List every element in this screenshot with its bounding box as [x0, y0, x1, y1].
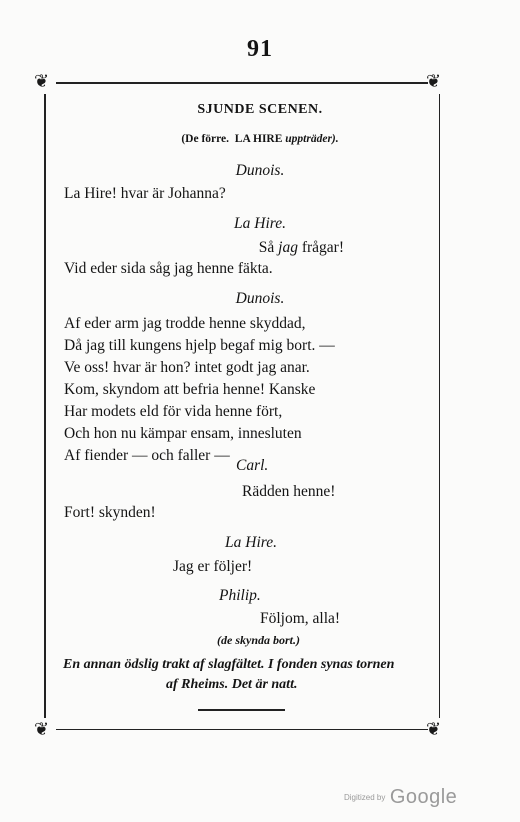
stage-direction: [0, 133, 520, 145]
speaker-name: Carl.: [236, 457, 269, 474]
speaker-name: Dunois.: [235, 290, 285, 307]
stage-direction-open: (De förre.: [181, 133, 230, 145]
verse-line: Då jag till kungens hjelp begaf mig bort. —: [64, 337, 335, 354]
verse-line: Rädden henne!: [242, 483, 336, 500]
speaker-name: Dunois.: [235, 162, 285, 179]
scene-title: SJUNDE SCENEN.: [197, 102, 323, 117]
verse-line: Kom, skyndom att befria henne! Kanske: [64, 381, 316, 398]
scene-description-line: af Rheims. Det är natt.: [166, 677, 298, 692]
verse-line: Och hon nu kämpar ensam, innesluten: [64, 425, 302, 442]
verse-line: Så jag frågar!: [258, 239, 344, 256]
corner-ornament-icon: ❦: [34, 719, 50, 739]
speaker-name: La Hire.: [225, 534, 277, 551]
verse-line: Af fiender — och faller —: [64, 447, 230, 464]
verse-line: Jag er följer!: [173, 558, 253, 575]
verse-line: Har modets eld för vida henne fört,: [64, 403, 283, 420]
verse-line: La Hire! hvar är Johanna?: [64, 185, 226, 202]
scene-description-line: En annan ödslig trakt af slagfältet. I fonden synas tornen: [63, 657, 395, 672]
frame-right-line: [439, 94, 441, 718]
speaker-name: Philip.: [219, 587, 261, 604]
google-logo: Google: [389, 786, 458, 808]
verse-line: Af eder arm jag trodde henne skyddad,: [64, 315, 306, 332]
corner-ornament-icon: ❦: [426, 71, 442, 91]
verse-line: Ve oss! hvar är hon? intet godt jag anar.: [64, 359, 310, 376]
page-number: 91: [247, 36, 273, 62]
section-divider: [198, 709, 285, 711]
stage-direction-exit: (de skynda bort.): [217, 633, 300, 647]
digitized-watermark: Digitized by Google: [344, 786, 458, 808]
stage-direction-action: uppträder).: [285, 133, 339, 145]
speaker-name: La Hire.: [234, 215, 286, 232]
corner-ornament-icon: ❦: [34, 71, 50, 91]
frame-left-line: [44, 94, 46, 718]
frame-bottom-line: [56, 729, 428, 731]
verse-line: Vid eder sida såg jag henne fäkta.: [64, 260, 273, 277]
stage-direction-names: LA HIRE: [234, 133, 283, 145]
corner-ornament-icon: ❦: [426, 719, 442, 739]
verse-line: Fort! skynden!: [64, 504, 156, 521]
verse-line: Följom, alla!: [260, 610, 341, 627]
frame-top-line: [56, 82, 428, 84]
